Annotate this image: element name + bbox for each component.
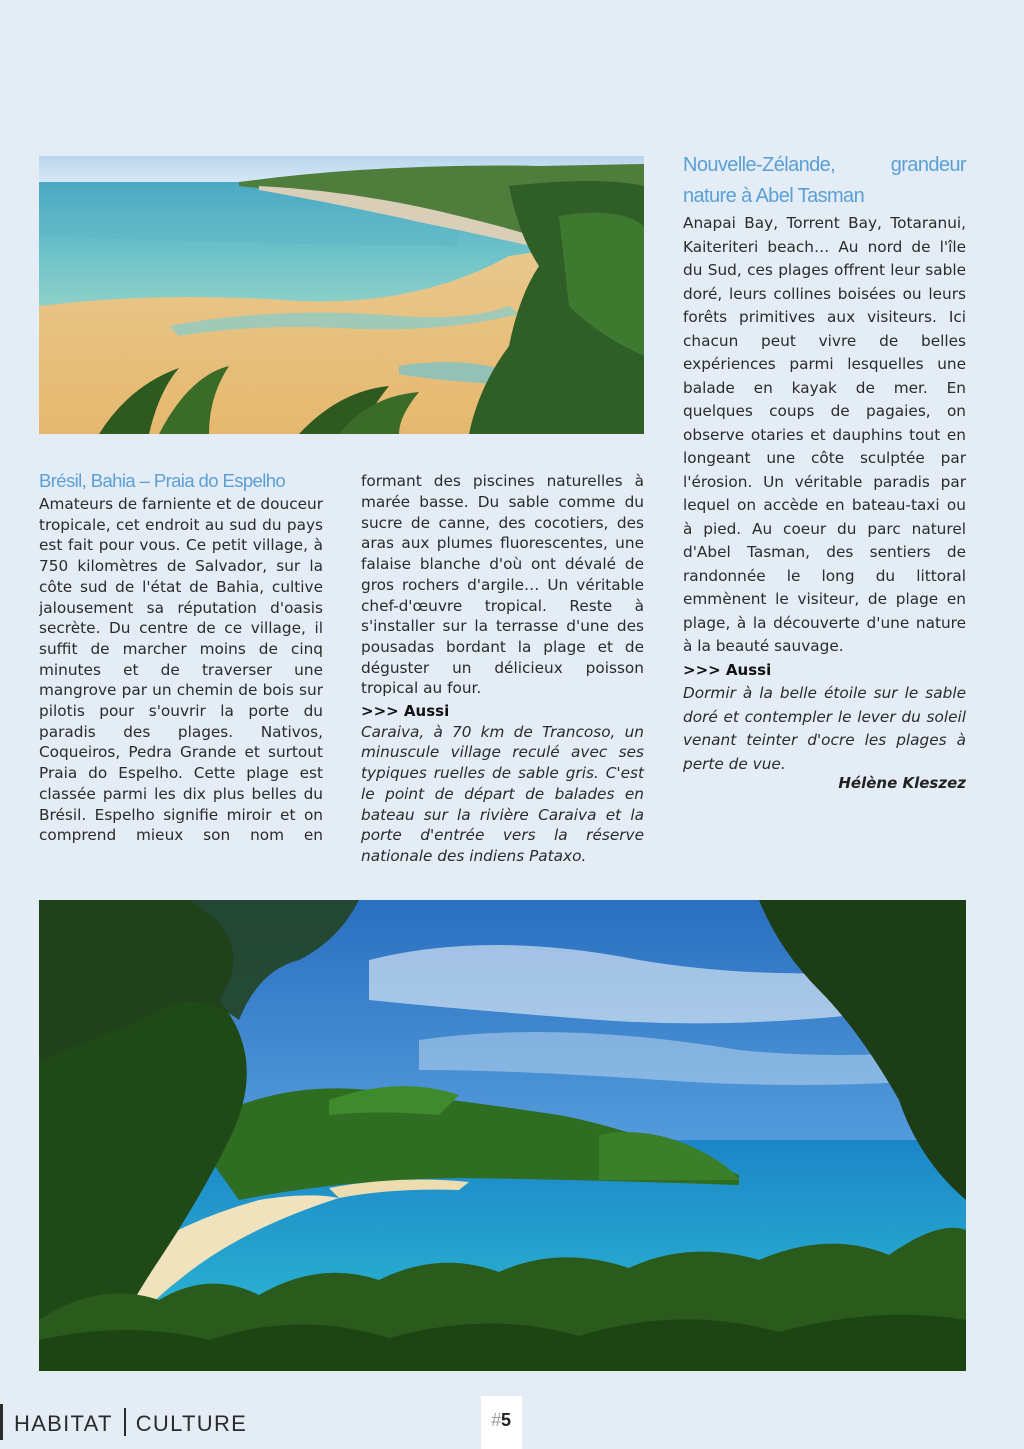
nz-heading-line1: Nouvelle-Zélande, grandeur [683, 154, 966, 176]
bresil-body: Amateurs de farniente et de douceur tropicale, cet endroit au sud du pays est fait pour vous. Ce petit village, à 750 kilomètres de Salvador, sur la côte sud de l'état de Bahia, cultive jalousement sa réputation d'oasis secrète. Du centre de ce village, il suffit de marcher moins de cinq minutes et de traverser une mangrove par un chemin de bois sur pilotis pour s'ouvrir la porte du paradis des plages. Nativos, Coqueiros, Pedra Grande et surtout Praia do Espelho. Cette plage est classée parmi les dix plus belles du Brésil. Espelho signifie miroir et on comprend mieux son nom en [39, 495, 323, 845]
page-number-value: 5 [501, 1410, 512, 1430]
footer-separator [124, 1408, 126, 1436]
bresil-aussi-label: >>> Aussi [361, 702, 450, 720]
nz-heading-line2: nature à Abel Tasman [683, 185, 865, 207]
nz-aussi-text: Dormir à la belle étoile sur le sable doré et contempler le lever du soleil venant teinter d'ocre les plages à perte de vue. [683, 684, 966, 773]
praia-do-espelho-photo [39, 156, 644, 434]
column-nouvelle-zelande [683, 150, 966, 776]
column-bresil [39, 470, 323, 846]
page-hash: # [491, 1410, 502, 1430]
bresil-body-continued: formant des piscines naturelles à marée basse. Du sable comme du sucre de canne, des cocotiers, des aras aux plumes fluorescentes, une falaise blanche d'où ont dévalé de gros rochers d'argile… Un véritable chef-d'œuvre tropical. Reste à s'installer sur la terrasse d'une des pousadas bordant la plage et de déguster un délicieux poisson tropical au four. [361, 472, 644, 698]
footer-section-habitat: HABITAT [14, 1411, 113, 1436]
bresil-heading: Brésil, Bahia – Praia do Espelho [39, 470, 286, 491]
nz-heading [683, 150, 966, 212]
column-bresil-continued [361, 472, 644, 867]
bresil-aussi-text: Caraiva, à 70 km de Trancoso, un minuscule village reculé avec ses typiques ruelles de sable gris. C'est le point de départ de balades en bateau sur la rivière Caraiva et la porte d'entrée vers la réserve nationale des indiens Pataxo. [361, 722, 644, 865]
abel-tasman-photo [39, 900, 966, 1371]
nz-body: Anapai Bay, Torrent Bay, Totaranui, Kaiteriteri beach… Au nord de l'île du Sud, ces plages offrent leur sable doré, leurs collines boisées ou leurs forêts primitives aux visiteurs. Ici chacun peut vivre de belles expériences parmi lesquelles une balade en kayak de mer. En quelques coups de pagaies, on observe otaries et dauphins tout en longeant une côte sculptée par l'érosion. Un véritable paradis par lequel on accède en bateau-taxi ou à pied. Au coeur du parc naturel d'Abel Tasman, des sentiers de randonnée le long du littoral emmènent le visiteur, de plage en plage, à la découverte d'une nature à la beauté sauvage. [683, 214, 966, 655]
footer-section [14, 1408, 247, 1437]
nz-aussi-label: >>> Aussi [683, 660, 772, 679]
footer-accent-bar [0, 1404, 3, 1440]
page-number [491, 1410, 511, 1431]
footer-category-culture: CULTURE [135, 1411, 248, 1436]
author-signature: Hélène Kleszez [838, 774, 966, 792]
